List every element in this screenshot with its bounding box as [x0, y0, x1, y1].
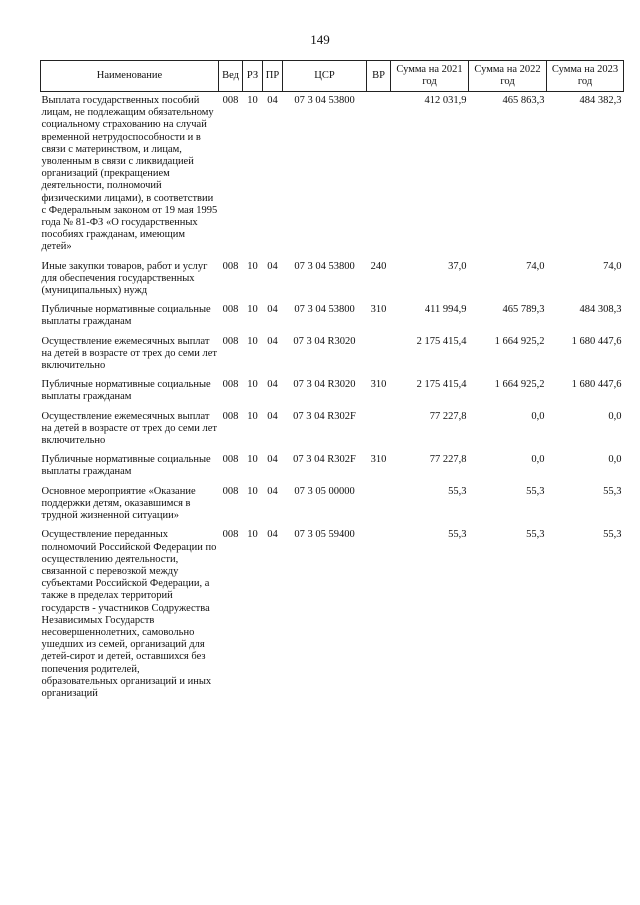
row-csr: 07 3 04 53800 [294, 260, 355, 272]
row-pr: 04 [267, 529, 278, 541]
row-name: Публичные нормативные социальные выплаты гражданам [41, 379, 211, 403]
row-sum-2022: 55,3 [526, 485, 545, 497]
header-sum-2021: Сумма на 2021 год [391, 61, 469, 92]
row-rz: 10 [247, 485, 258, 497]
row-sum-2023: 1 680 447,6 [571, 379, 622, 391]
row-sum-2021: 412 031,9 [424, 95, 467, 106]
budget-table [40, 60, 624, 704]
row-rz: 10 [247, 529, 258, 541]
row-name: Основное мероприятие «Оказание поддержки детям, оказавшимся в трудной жизненной ситуации» [41, 485, 196, 522]
row-rz: 10 [247, 410, 258, 422]
row-name: Осуществление переданных полномочий Российской Федерации по осуществлению деятельности, связанной с перевозкой между субъектами Российской Федерации, а также в пределах территорий государств - участников Содружества Независимых Государств несовершеннолетних, самовольно ушедших из семей, организаций для детей-сирот и детей, оставшихся без попечения родителей, образовательных организаций и иных организаций [41, 529, 217, 699]
row-name: Осуществление ежемесячных выплат на детей в возрасте от трех до семи лет включительно [41, 335, 217, 372]
row-csr: 07 3 04 R302F [293, 454, 356, 466]
row-ved: 008 [222, 304, 239, 316]
header-name: Наименование [41, 61, 219, 92]
header-sum-2023: Сумма на 2023 год [547, 61, 624, 92]
row-sum-2021: 2 175 415,4 [416, 379, 467, 391]
row-csr: 07 3 04 53800 [294, 95, 355, 106]
row-sum-2023: 0,0 [608, 454, 622, 466]
row-pr: 04 [267, 335, 278, 347]
header-csr: ЦСР [283, 61, 367, 92]
row-sum-2021: 55,3 [448, 529, 467, 541]
header-vr: ВР [367, 61, 391, 92]
row-rz: 10 [247, 379, 258, 391]
row-sum-2021: 37,0 [448, 260, 467, 272]
table-row [41, 483, 624, 527]
row-ved: 008 [222, 410, 239, 422]
row-pr: 04 [267, 304, 278, 316]
row-vr [367, 333, 391, 377]
row-pr: 04 [267, 95, 278, 106]
row-ved: 008 [222, 485, 239, 497]
row-rz: 10 [247, 260, 258, 272]
table-row [41, 92, 624, 258]
row-ved: 008 [222, 454, 239, 466]
row-sum-2023: 55,3 [603, 529, 622, 541]
row-rz: 10 [247, 304, 258, 316]
row-sum-2023: 1 680 447,6 [571, 335, 622, 347]
row-name: Осуществление ежемесячных выплат на детей в возрасте от трех до семи лет включительно [41, 410, 217, 447]
row-sum-2022: 1 664 925,2 [494, 335, 545, 347]
row-csr: 07 3 05 59400 [294, 529, 355, 541]
row-vr: 310 [370, 304, 387, 316]
row-vr: 310 [370, 454, 387, 466]
row-ved: 008 [222, 335, 239, 347]
row-rz: 10 [247, 335, 258, 347]
row-name: Публичные нормативные социальные выплаты гражданам [41, 304, 211, 328]
row-sum-2022: 55,3 [526, 529, 545, 541]
header-sum-2022: Сумма на 2022 год [469, 61, 547, 92]
row-csr: 07 3 05 00000 [294, 485, 355, 497]
row-vr [367, 92, 391, 258]
row-sum-2023: 484 382,3 [579, 95, 622, 106]
row-sum-2021: 411 994,9 [424, 304, 467, 316]
row-sum-2022: 74,0 [526, 260, 545, 272]
row-sum-2023: 74,0 [603, 260, 622, 272]
row-name: Иные закупки товаров, работ и услуг для обеспечения государственных (муниципальных) нужд [41, 260, 208, 297]
row-vr [367, 526, 391, 704]
row-vr: 310 [370, 379, 387, 391]
row-csr: 07 3 04 R3020 [293, 335, 356, 347]
table-row [41, 333, 624, 377]
table-row [41, 451, 624, 482]
row-sum-2022: 465 789,3 [502, 304, 545, 316]
row-pr: 04 [267, 485, 278, 497]
row-sum-2022: 0,0 [531, 410, 545, 422]
row-sum-2021: 55,3 [448, 485, 467, 497]
row-ved: 008 [222, 260, 239, 272]
row-vr [367, 408, 391, 452]
row-pr: 04 [267, 260, 278, 272]
table-row [41, 526, 624, 704]
row-sum-2022: 0,0 [531, 454, 545, 466]
row-ved: 008 [222, 379, 239, 391]
row-sum-2023: 484 308,3 [579, 304, 622, 316]
header-pr: ПР [263, 61, 283, 92]
row-name: Публичные нормативные социальные выплаты гражданам [41, 454, 211, 478]
row-ved: 008 [222, 95, 239, 106]
row-sum-2023: 0,0 [608, 410, 622, 422]
row-name: Выплата государственных пособий лицам, не подлежащим обязательному социальному страхованию на случай временной нетрудоспособности и в связи с материнством, и лицам, уволенным в связи с ликвидацией организаций (прекращением деятельности, полномочий физическими лицами), в соответствии с Федеральным законом от 19 мая 1995 года № 81-ФЗ «О государственных пособиях гражданам, имеющим детей» [41, 95, 218, 253]
row-pr: 04 [267, 454, 278, 466]
row-sum-2021: 77 227,8 [429, 410, 467, 422]
table-row [41, 258, 624, 302]
row-sum-2021: 77 227,8 [429, 454, 467, 466]
row-pr: 04 [267, 379, 278, 391]
row-vr [367, 483, 391, 527]
row-csr: 07 3 04 R302F [293, 410, 356, 422]
header-rz: РЗ [243, 61, 263, 92]
header-ved: Вед [219, 61, 243, 92]
page-number: 149 [310, 32, 330, 47]
row-rz: 10 [247, 454, 258, 466]
table-header [41, 61, 624, 92]
row-sum-2022: 465 863,3 [502, 95, 545, 106]
table-row [41, 376, 624, 407]
row-ved: 008 [222, 529, 239, 541]
row-pr: 04 [267, 410, 278, 422]
table-row [41, 301, 624, 332]
row-rz: 10 [247, 95, 258, 106]
row-vr: 240 [370, 260, 387, 272]
row-csr: 07 3 04 53800 [294, 304, 355, 316]
row-csr: 07 3 04 R3020 [293, 379, 356, 391]
row-sum-2021: 2 175 415,4 [416, 335, 467, 347]
table-row [41, 408, 624, 452]
row-sum-2022: 1 664 925,2 [494, 379, 545, 391]
row-sum-2023: 55,3 [603, 485, 622, 497]
